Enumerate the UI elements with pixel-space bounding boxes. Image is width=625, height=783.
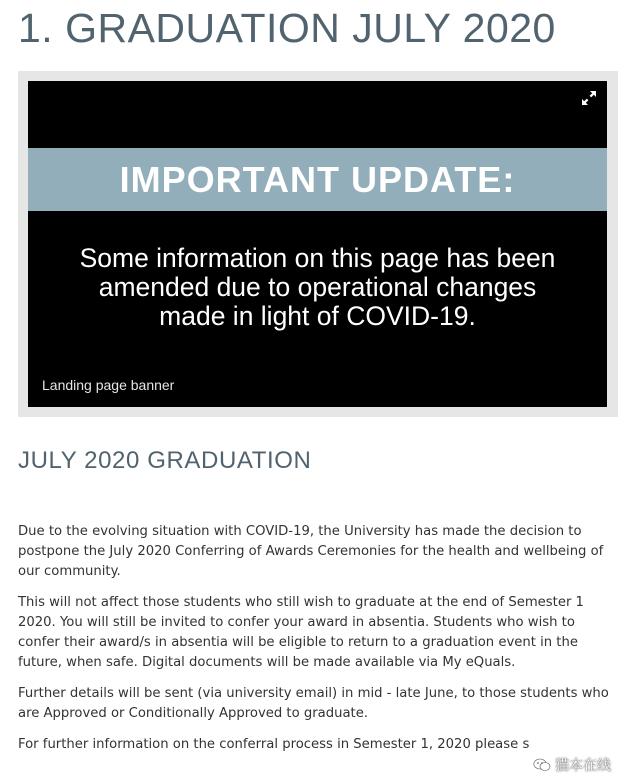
landing-page-banner bbox=[28, 81, 607, 407]
watermark-text: 猫本在线 bbox=[555, 758, 611, 774]
body-copy bbox=[18, 522, 618, 766]
update-message bbox=[28, 244, 607, 331]
update-message-line: made in light of COVID-19. bbox=[159, 301, 476, 331]
update-message-line: Some information on this page has been bbox=[79, 243, 556, 273]
important-update-heading: IMPORTANT UPDATE: bbox=[119, 158, 516, 200]
page-title: 1. GRADUATION JULY 2020 bbox=[18, 5, 556, 51]
banner-caption: Landing page banner bbox=[42, 377, 175, 393]
banner-frame bbox=[18, 71, 618, 417]
paragraph-conferral-process: For further information on the conferral process in Semester 1, 2020 please s bbox=[18, 737, 530, 752]
expand-arrows-icon[interactable] bbox=[581, 90, 597, 106]
watermark bbox=[533, 755, 611, 775]
paragraph-postponement: Due to the evolving situation with COVID-19, the University has made the decision to postpone the July 2020 Conferring of Awards Ceremonies for the health and wellbeing of our community. bbox=[18, 524, 604, 579]
paragraph-in-absentia: This will not affect those students who still wish to graduate at the end of Semester 1 2020. You will still be invited to confer your award in absentia. Students who wish to confer their award/s in absentia will be eligible to return to a graduation event in the future, when safe. Digital documents will be made available via My eQuals. bbox=[18, 595, 584, 670]
update-message-line: amended due to operational changes bbox=[98, 272, 537, 302]
wechat-icon bbox=[533, 758, 551, 772]
paragraph-further-details: Further details will be sent (via university email) in mid - late June, to those students who are Approved or Conditionally Approved to graduate. bbox=[18, 686, 609, 721]
update-strip bbox=[28, 148, 607, 211]
section-title: JULY 2020 GRADUATION bbox=[18, 447, 312, 474]
